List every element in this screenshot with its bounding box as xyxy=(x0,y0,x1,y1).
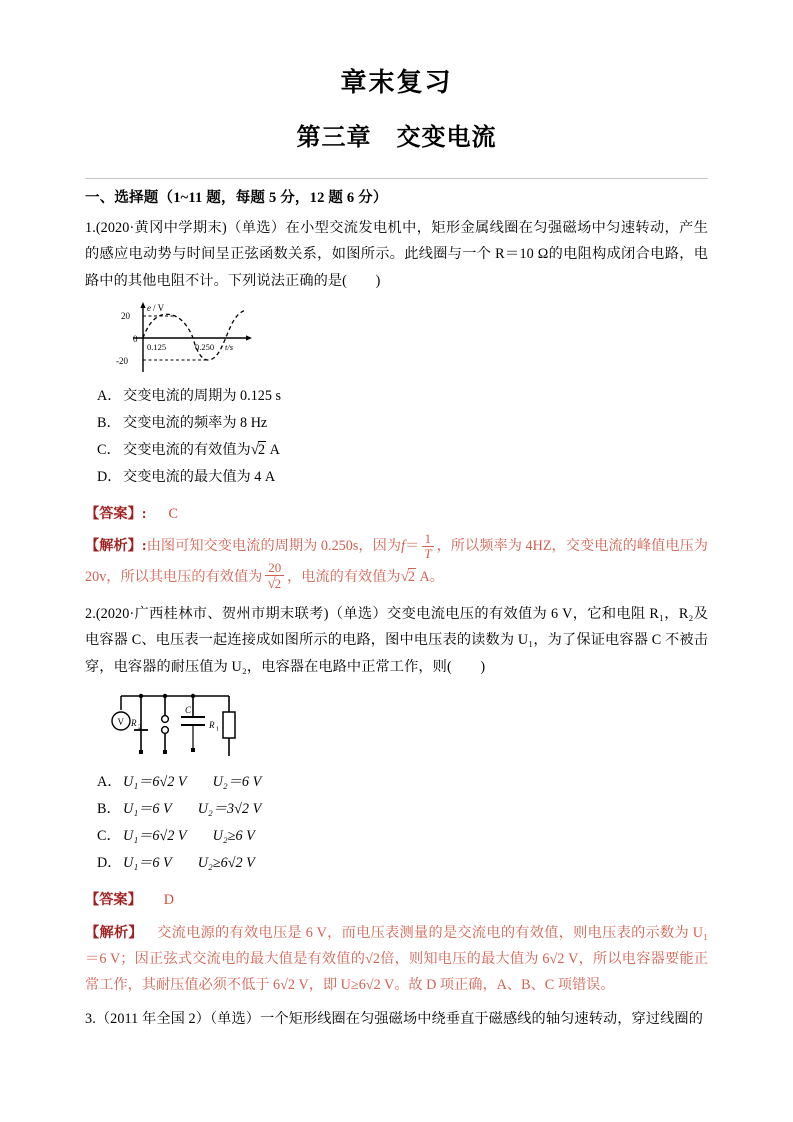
option-d-label: D． xyxy=(97,855,122,872)
option-d-text: 交变电流的最大值为 4 A xyxy=(123,469,276,486)
analysis-sqrt-2: √2 xyxy=(400,568,415,585)
question-1-number: 1. xyxy=(85,219,96,236)
option-b-left: U₁＝6 V xyxy=(123,801,172,818)
question-3-text xyxy=(85,1006,708,1033)
svg-text:/ V: / V xyxy=(153,303,165,314)
svg-text:R: R xyxy=(209,720,215,731)
svg-text:1: 1 xyxy=(216,725,220,733)
option-b-text: 交变电流的频率为 8 Hz xyxy=(123,415,268,432)
option-b-label: B． xyxy=(97,415,121,432)
question-2-text xyxy=(85,601,708,681)
svg-text:0: 0 xyxy=(133,334,138,345)
fraction-denominator-sqrt2: √2 xyxy=(265,575,284,592)
question-1-answer-line xyxy=(85,501,708,528)
svg-text:0.250: 0.250 xyxy=(195,342,215,353)
option-d-label: D． xyxy=(97,469,122,486)
analysis-formula-eq: ＝ xyxy=(405,538,420,555)
question-2-answer-line xyxy=(85,887,708,914)
sine-graph-svg xyxy=(103,300,263,376)
analysis-tag: 【解析】 xyxy=(85,925,143,942)
question-1-text xyxy=(85,215,708,295)
analysis-part-1: 由图可知交变电流的周期为 0.250s，因为 xyxy=(146,538,402,555)
question-1-option-c xyxy=(85,437,708,464)
svg-text:20: 20 xyxy=(121,311,130,322)
option-c-tail: A xyxy=(266,442,280,459)
fraction-numerator-20: 20 xyxy=(268,559,282,575)
question-1-source: (2020·黄冈中学期末)（单选） xyxy=(95,219,286,236)
section-divider xyxy=(85,178,708,179)
question-1-option-a xyxy=(85,383,708,410)
fraction-numerator: 1 xyxy=(424,530,432,546)
svg-text:e: e xyxy=(147,303,151,314)
question-2-option-a xyxy=(85,769,708,796)
option-a-label: A． xyxy=(97,388,122,405)
option-c-left: U₁＝6√2 V xyxy=(123,828,187,845)
answer-value: C xyxy=(168,506,178,523)
analysis-part-2: ，所以频率为 4HZ，交变电流的峰值电压为 20v，所以其电压的有效值为 xyxy=(85,538,708,585)
question-2-analysis xyxy=(85,920,708,998)
analysis-formula-f: f xyxy=(401,538,406,555)
answer-value: D xyxy=(163,892,175,909)
fraction-denominator: T xyxy=(424,545,432,561)
analysis-part-3: ，电流的有效值为 xyxy=(287,568,401,585)
question-2-source: (2020·广西桂林市、贺州市期末联考)（单选） xyxy=(95,605,388,622)
option-d-left: U₁＝6 V xyxy=(123,855,172,872)
option-c-text: 交变电流的有效值为 xyxy=(123,442,251,459)
question-2-option-c xyxy=(85,823,708,850)
option-a-label: A． xyxy=(97,774,122,791)
question-2-body: 交变电流电压的有效值为 6 V，它和电阻 R₁，R₂及电容器 C、电压表一起连接成如图所示的电路，图中电压表的读数为 U₁，为了保证电容器 C 不被击穿，电容器的耐压值为 U₂，电容器在电路中正常工作，则( ) xyxy=(85,605,709,675)
figure-ac-circuit xyxy=(103,690,708,767)
option-c-sqrt: √2 xyxy=(250,442,266,459)
question-3-source: （2011 年全国 2）（单选） xyxy=(95,1011,261,1028)
question-1-option-b xyxy=(85,410,708,437)
circuit-svg xyxy=(103,690,253,762)
option-b-label: B． xyxy=(97,801,121,818)
question-3-body: 一个矩形线圈在匀强磁场中绕垂直于磁感线的轴匀速转动，穿过线圈的 xyxy=(260,1011,703,1028)
analysis-body: 交流电源的有效电压是 6 V，而电压表测量的是交流电的有效值，则电压表的示数为 U₁＝6 V；因正弦式交流电的最大值是有效值的√2倍，则知电压的最大值为 6√2 V，所以电容器要能正常工作，其耐压值必须不低于 6√2 V，即 U≥6√2 V。故 D 项正确，A、B、C 项错误。 xyxy=(85,925,708,994)
page-title: 章末复习 xyxy=(340,68,453,98)
svg-text:2: 2 xyxy=(138,723,142,731)
option-c-right: U₂≥6 V xyxy=(212,828,255,845)
option-c-label: C． xyxy=(97,828,121,845)
svg-text:-20: -20 xyxy=(116,356,128,367)
svg-text:C: C xyxy=(185,705,192,716)
option-b-right: U₂＝3√2 V xyxy=(197,801,262,818)
question-1-option-d xyxy=(85,464,708,491)
option-c-label: C． xyxy=(97,442,121,459)
question-2-option-b xyxy=(85,796,708,823)
question-2-number: 2. xyxy=(85,605,96,622)
option-a-left: U₁＝6√2 V xyxy=(123,774,187,791)
question-3-number: 3. xyxy=(85,1011,96,1028)
page-subtitle: 第三章 交变电流 xyxy=(296,122,497,152)
option-d-right: U₂≥6√2 V xyxy=(197,855,255,872)
svg-text:t/s: t/s xyxy=(225,342,234,353)
section-header: 一、选择题（1~11 题，每题 5 分，12 题 6 分） xyxy=(85,189,388,206)
question-1-analysis xyxy=(85,532,708,592)
svg-text:R: R xyxy=(131,718,137,729)
analysis-fraction-1-over-t xyxy=(422,532,433,561)
answer-tag: 【答案】 xyxy=(85,892,142,909)
question-2-option-d xyxy=(85,850,708,877)
figure-sine-emf-graph xyxy=(103,300,708,381)
question-1-body: 在小型交流发电机中，矩形金属线圈在匀强磁场中匀速转动，产生的感应电动势与时间呈正弦函数关系，如图所示。此线圈与一个 R＝10 Ω的电阻构成闭合电路，电路中的其他电阻不计。下列说法正确的是( ) xyxy=(85,219,709,289)
analysis-fraction-20-over-sqrt2 xyxy=(265,561,284,592)
option-a-right: U₂＝6 V xyxy=(212,774,262,791)
svg-text:0.125: 0.125 xyxy=(147,342,167,353)
analysis-tag: 【解析】: xyxy=(85,538,147,555)
option-a-text: 交变电流的周期为 0.125 s xyxy=(123,388,282,405)
svg-text:V: V xyxy=(117,717,124,728)
analysis-part-4: A。 xyxy=(415,568,444,585)
answer-tag: 【答案】: xyxy=(85,506,147,523)
